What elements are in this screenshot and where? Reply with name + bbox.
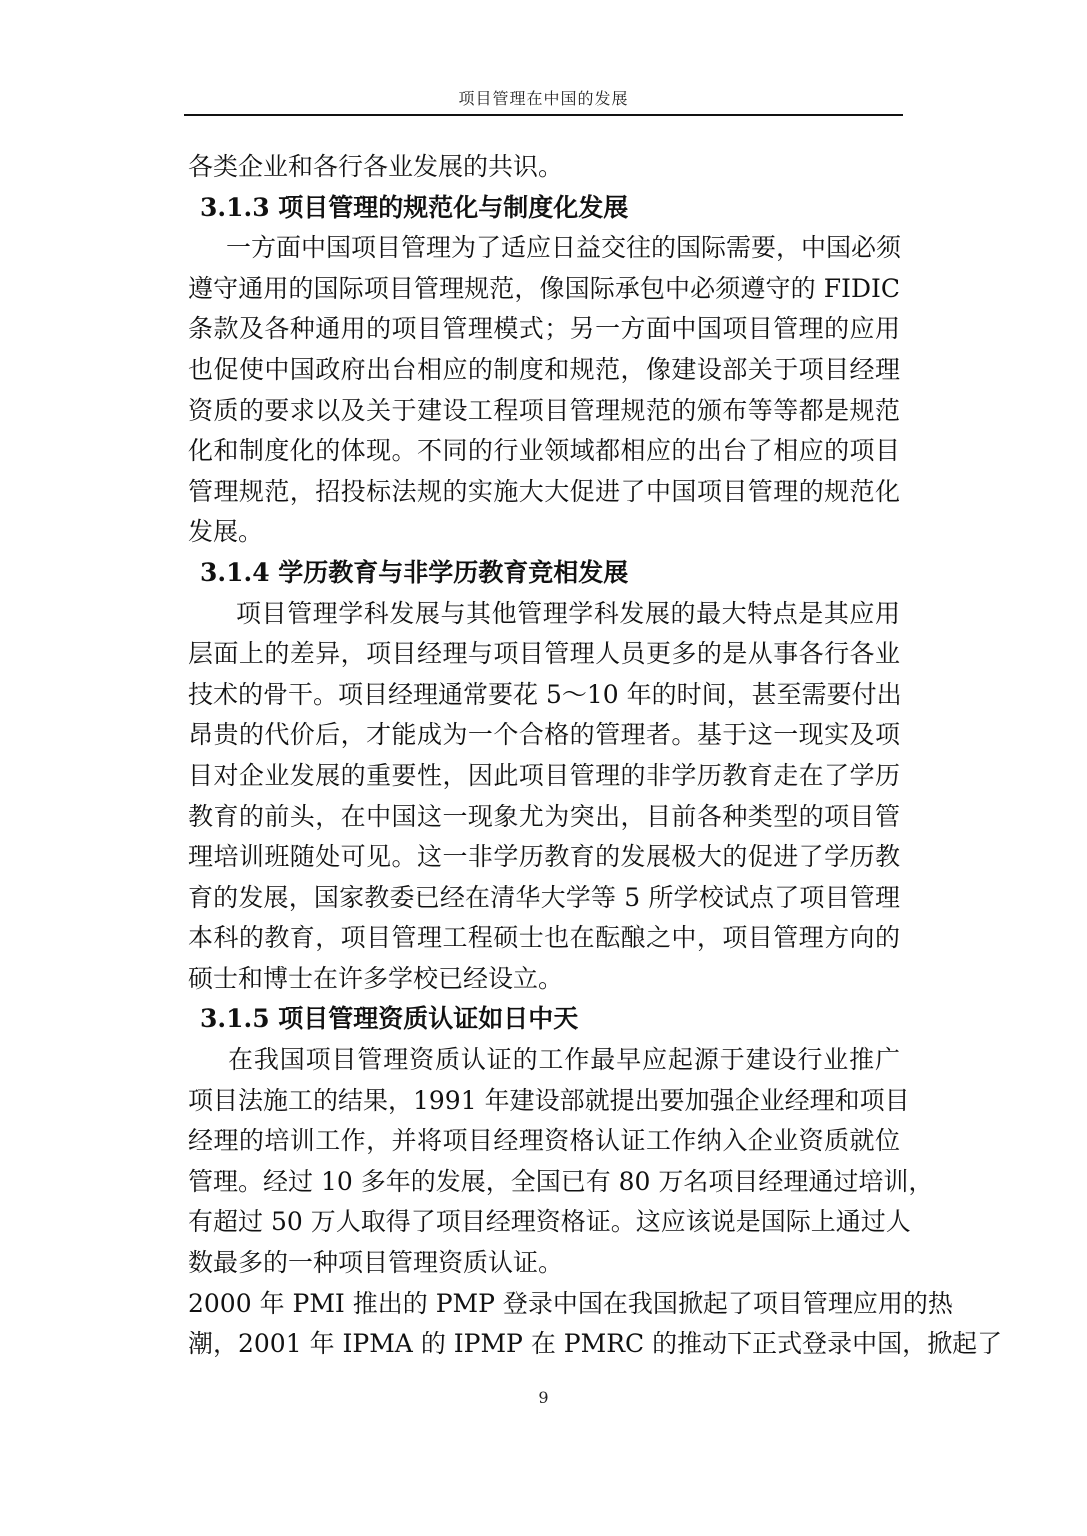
text-line: 硕士和博士在许多学校已经设立。	[188, 963, 564, 993]
text-line: 育的发展，国家教委已经在清华大学等 5 所学校试点了项目管理	[188, 882, 900, 912]
text-line: 经理的培训工作，并将项目经理资格认证工作纳入企业资质就位	[188, 1126, 900, 1156]
text-line: 有超过 50 万人取得了项目经理资格证。这应该说是国际上通过人	[188, 1207, 911, 1237]
section-heading-3-1-5: 3.1.5 项目管理资质认证如日中天	[200, 1004, 579, 1034]
text-line: 项目法施工的结果，1991 年建设部就提出要加强企业经理和项目	[188, 1085, 910, 1115]
section-heading-3-1-4: 3.1.4 学历教育与非学历教育竞相发展	[200, 557, 629, 587]
text-line: 潮，2001 年 IPMA 的 IPMP 在 PMRC 的推动下正式登录中国，掀起了	[188, 1329, 1003, 1359]
text-line: 化和制度化的体现。不同的行业领域都相应的出台了相应的项目	[188, 436, 900, 466]
text-line: 管理。经过 10 多年的发展，全国已有 80 万名项目经理通过培训，	[188, 1166, 934, 1196]
text-line: 条款及各种通用的项目管理模式；另一方面中国项目管理的应用	[188, 314, 900, 344]
section-heading-3-1-3: 3.1.3 项目管理的规范化与制度化发展	[200, 192, 629, 222]
text-line: 一方面中国项目管理为了适应日益交往的国际需要，中国必须	[226, 233, 902, 263]
text-line: 资质的要求以及关于建设工程项目管理规范的颁布等等都是规范	[188, 395, 900, 425]
text-line: 理培训班随处可见。这一非学历教育的发展极大的促进了学历教	[188, 842, 900, 872]
text-line: 技术的骨干。项目经理通常要花 5～10 年的时间，甚至需要付出	[188, 679, 902, 709]
text-line: 层面上的差异，项目经理与项目管理人员更多的是从事各行各业	[188, 639, 900, 669]
header-rule	[184, 114, 903, 116]
text-line: 管理规范，招投标法规的实施大大促进了中国项目管理的规范化	[188, 476, 900, 506]
text-line: 各类企业和各行各业发展的共识。	[188, 152, 564, 181]
text-line: 本科的教育，项目管理工程硕士也在酝酿之中，项目管理方向的	[188, 923, 900, 953]
page-number: 9	[538, 1388, 549, 1407]
text-line: 数最多的一种项目管理资质认证。	[188, 1248, 564, 1278]
text-line: 教育的前头，在中国这一现象尤为突出，目前各种类型的项目管	[188, 801, 900, 831]
text-line: 目对企业发展的重要性，因此项目管理的非学历教育走在了学历	[188, 760, 900, 790]
text-line: 也促使中国政府出台相应的制度和规范，像建设部关于项目经理	[188, 354, 900, 384]
text-line: 发展。	[188, 517, 264, 547]
text-line: 在我国项目管理资质认证的工作最早应起源于建设行业推广	[228, 1045, 900, 1075]
text-line: 2000 年 PMI 推出的 PMP 登录中国在我国掀起了项目管理应用的热	[188, 1288, 953, 1318]
text-line: 昂贵的代价后，才能成为一个合格的管理者。基于这一现实及项	[188, 720, 900, 750]
text-line: 项目管理学科发展与其他管理学科发展的最大特点是其应用	[236, 598, 900, 628]
body-text	[188, 147, 1003, 1365]
running-header: 项目管理在中国的发展	[458, 89, 629, 108]
text-line: 遵守通用的国际项目管理规范，像国际承包中必须遵守的 FIDIC	[188, 273, 900, 303]
